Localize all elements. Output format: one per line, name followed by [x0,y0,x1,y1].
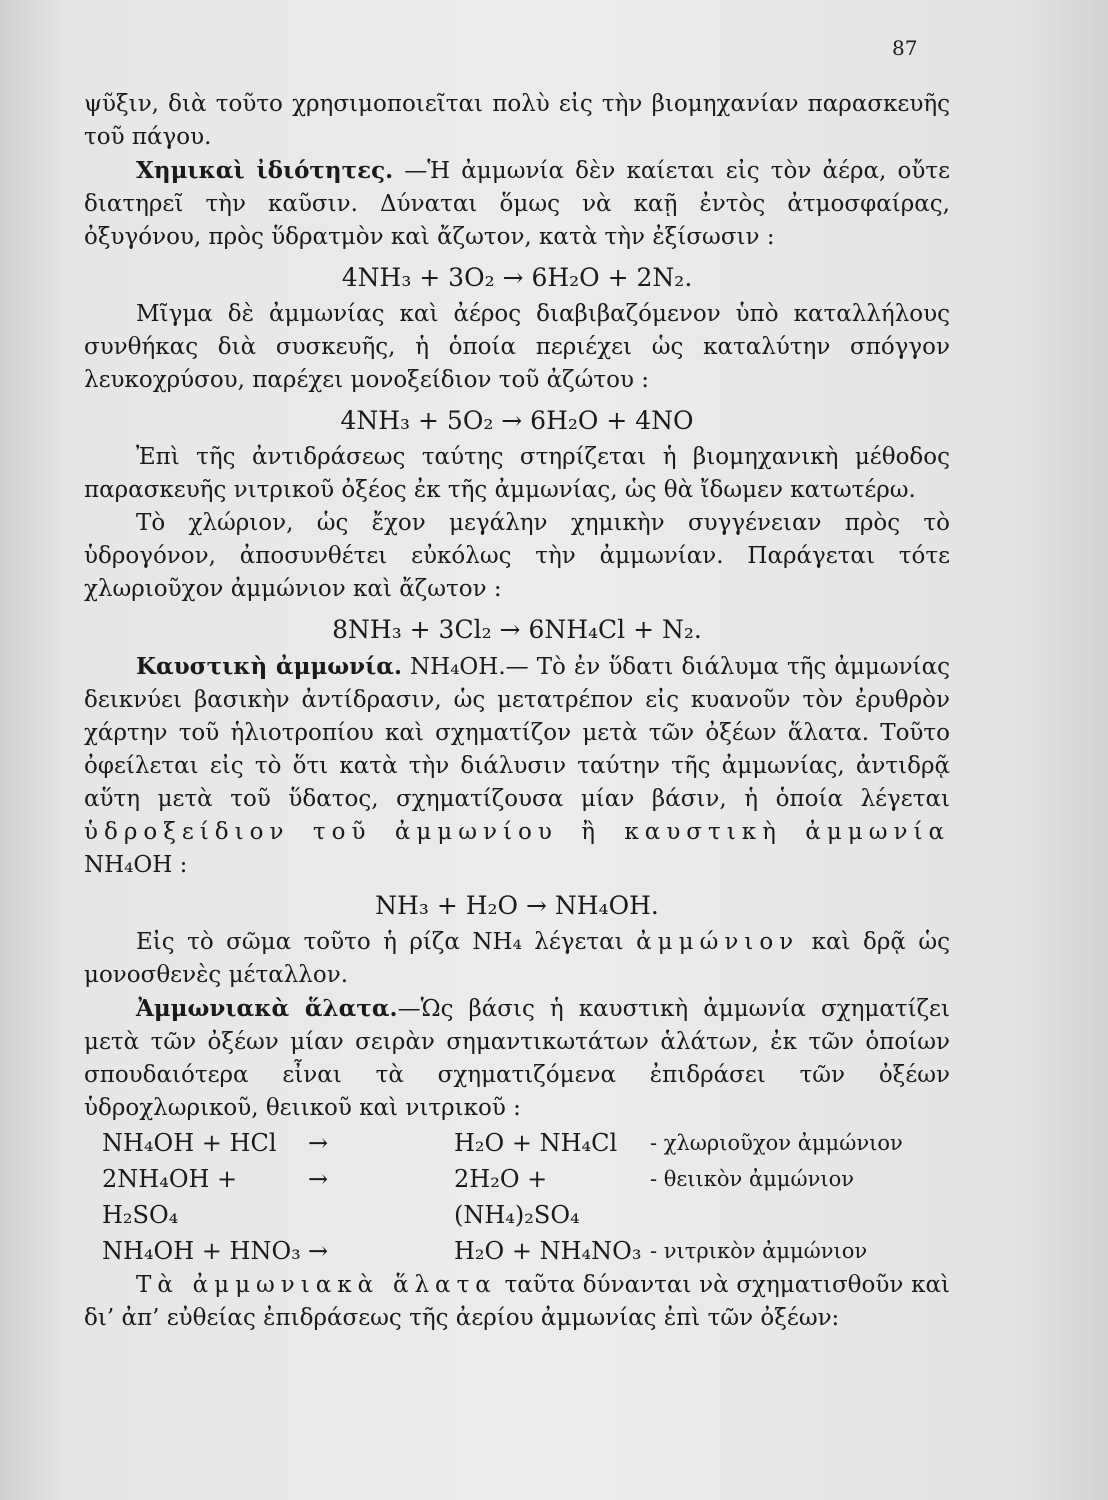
reaction-salt-name: - νιτρικὸν ἀμμώνιον [650,1239,868,1263]
spaced-term-ammonium: ἀμμώνιον [636,929,800,955]
equation-hydroxide: NH₃ + H₂O → NH₄OH. [375,891,659,920]
paragraph-nitric-acid: Ἐπὶ τῆς ἀντιδράσεως ταύτης στηρίζεται ἡ βιομηχανικὴ μέθοδος παρασκευῆς νιτρικοῦ ὀξέος ἐκ τῆς ἀμμωνίας, ὡς θὰ ἴδωμεν κατωτέρω. [84,444,950,503]
reaction-products: 2H₂O + (NH₄)₂SO₄ [454,1165,580,1229]
equation-combustion: 4NH₃ + 3O₂ → 6H₂O + 2N₂. [341,263,693,292]
paragraph-ammonium-radical [84,926,950,992]
heading-chemical-properties: Χημικαὶ ἰδιότητες. [136,157,394,184]
page-body [84,88,950,1335]
reaction-products: H₂O + NH₄NO₃ [454,1237,642,1265]
chemical-properties-text: —Ἡ ἀμμωνία δὲν καίεται εἰς τὸν ἀέρα, οὔτε διατηρεῖ τὴν καῦσιν. Δύναται ὅμως νὰ καῇ ἐντὸς ἀτμοσφαίρας, ὀξυγόνου, πρὸς ὕδρατμὸν καὶ ἄζωτον, κατὰ τὴν ἐξίσωσιν : [84,158,950,250]
ammonium-text-a: Εἰς τὸ σῶμα τοῦτο ἡ ρίζα NH₄ λέγεται [136,929,637,955]
paragraph-caustic-ammonia [84,650,950,882]
reaction-arrow: → [308,1237,329,1265]
direct-action-text: ταῦτα δύνανται νὰ σχηματισθοῦν καὶ δι’ ἀπ’ εὐθείας ἐπιδράσεως τῆς ἀερίου ἀμμωνίας ἐπὶ τῶν ὀξέων: [84,1272,950,1331]
caustic-formula: NH₄OH : [84,852,188,878]
heading-caustic-ammonia: Καυστικὴ ἀμμωνία. [136,653,402,680]
caustic-ammonia-text: NH₄OH.— Τὸ ἐν ὕδατι διάλυμα τῆς ἀμμωνίας δεικνύει βασικὴν ἀντίδρασιν, ὡς μετατρέπον εἰς κυανοῦν τὸν ἐρυθρὸν χάρτην τοῦ ἡλιοτροπίου καὶ σχηματίζον μετὰ τῶν ὀξέων ἅλατα. Τοῦτο ὀφείλεται εἰς τὸ ὅτι κατὰ τὴν διάλυσιν ταύτην τῆς ἀμμωνίας, ἀντιδρᾷ αὕτη μετὰ τοῦ ὕδατος, σχηματίζουσα μίαν βάσιν, ἡ ὁποία λέγεται [84,654,950,812]
reaction-salt-name: - θειικὸν ἀμμώνιον [650,1167,854,1191]
paragraph-chemical-properties [84,154,950,254]
ammonium-text-b: καὶ δρᾷ ὡς μονοσθενὲς μέταλλον. [84,929,950,988]
paragraph-ice: ψῦξιν, διὰ τοῦτο χρησιμοποιεῖται πολὺ εἰς τὴν βιομηχανίαν παρασκευῆς τοῦ πάγου. [84,91,950,150]
ammonium-salts-text: —Ὡς βάσις ἡ καυστικὴ ἀμμωνία σχηματίζει μετὰ τῶν ὀξέων μίαν σειρὰν σημαντικωτάτων ἁλάτων, ἐκ τῶν ὁποίων σπουδαιότερα εἶναι τὰ σχηματιζόμενα ἐπιδράσει τῶν ὀξέων ὑδροχλωρικοῦ, θειικοῦ καὶ νιτρικοῦ : [84,996,950,1121]
paragraph-catalytic-oxidation: Μῖγμα δὲ ἀμμωνίας καὶ ἀέρος διαβιβαζόμενον ὑπὸ καταλλήλους συνθήκας διὰ συσκευῆς, ἡ ὁποία περιέχει ὡς καταλύτην σπόγγον λευκοχρύσου, παρέχει μονοξείδιον τοῦ ἀζώτου : [84,301,950,393]
reaction-lhs: NH₄OH + HCl [102,1129,277,1157]
reaction-salt-name: - χλωριοῦχον ἀμμώνιον [650,1131,903,1155]
reaction-arrow: → [308,1165,329,1193]
paragraph-ammonium-salts [84,992,950,1125]
paragraph-chlorine: Τὸ χλώριον, ὡς ἔχον μεγάλην χημικὴν συγγένειαν πρὸς τὸ ὑδρογόνον, ἀποσυνθέτει εὐκόλως τὴν ἀμμωνίαν. Παράγεται τότε χλωριοῦχον ἀμμώνιον καὶ ἄζωτον : [84,510,950,602]
paragraph-direct-action [84,1269,950,1335]
spaced-term-hydroxide: ὑδροξείδιον τοῦ ἀμμωνίου ἢ καυστικὴ ἀμμωνία [84,819,950,845]
equation-oxidation-no: 4NH₃ + 5O₂ → 6H₂O + 4NO [340,406,694,435]
salt-reactions [102,1125,950,1269]
page-number: 87 [892,36,918,60]
spaced-term-salts: Τὰ ἀμμωνιακὰ ἅλατα [136,1272,497,1298]
reaction-lhs: 2NH₄OH + H₂SO₄ [102,1165,238,1229]
reaction-arrow: → [308,1129,329,1157]
heading-ammonium-salts: Ἀμμωνιακὰ ἅλατα. [136,995,398,1022]
reaction-products: H₂O + NH₄Cl [454,1129,618,1157]
reaction-lhs: NH₄OH + HNO₃ [102,1237,301,1265]
equation-chlorine: 8NH₃ + 3Cl₂ → 6NH₄Cl + N₂. [332,615,702,644]
